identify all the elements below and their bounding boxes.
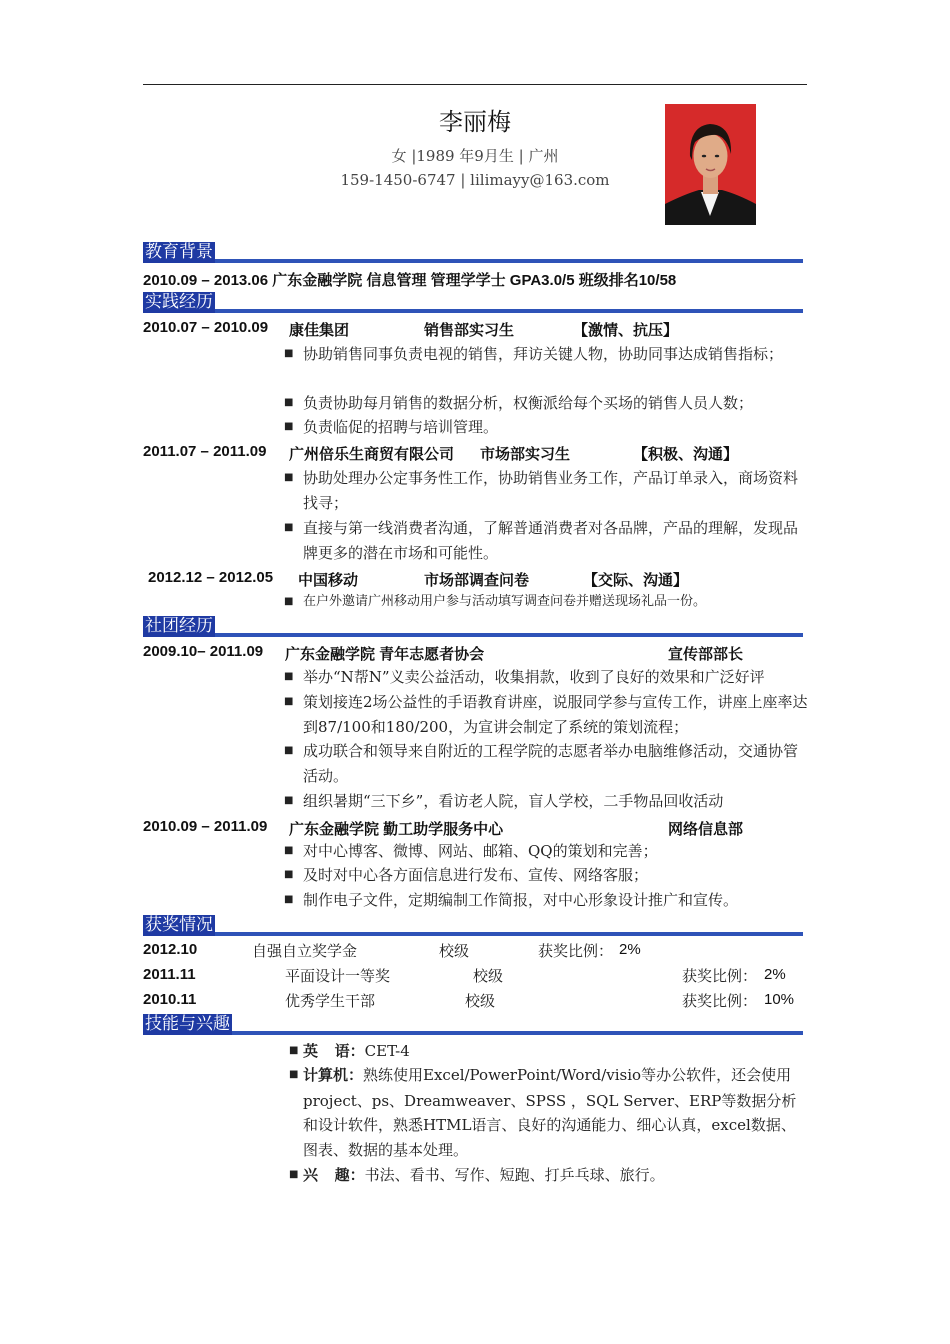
section-practice — [143, 292, 803, 316]
skill-text: 熟练使用Excel/PowerPoint/Word/visio等办公软件，还会使用project、ps、Dreamweaver、SPSS ，SQL Server、ERP等数据分析和设计软件，熟悉HTML语言、良好的沟通能力、细心认真，excel数据、图表、数据的基本处理。 — [303, 1066, 797, 1159]
skill-label: 英 语： — [303, 1043, 365, 1060]
entry-role: 销售部实习生 — [424, 322, 515, 339]
bullet-icon: ■ — [284, 421, 294, 432]
entry-role: 市场部实习生 — [480, 446, 571, 463]
entry-date: 2010.09 – 2011.09 — [143, 818, 268, 835]
profile-photo — [665, 104, 756, 225]
section-bar — [143, 932, 803, 936]
award-year: 2011.11 — [143, 966, 196, 983]
award-level: 校级 — [473, 967, 504, 985]
section-title: 教育背景 — [145, 242, 213, 262]
entry-role: 网络信息部 — [668, 821, 744, 838]
award-ratio: 2% — [619, 941, 641, 958]
bullet-icon: ■ — [289, 1169, 299, 1180]
bullet-icon: ■ — [284, 596, 294, 607]
top-divider — [143, 84, 807, 85]
resume-name: 李丽梅 — [439, 108, 511, 136]
entry-tag: 【积极、沟通】 — [633, 446, 739, 463]
entry-org: 康佳集团 — [289, 322, 350, 339]
award-ratio: 2% — [764, 966, 786, 983]
section-education — [143, 242, 803, 266]
bullet-icon: ■ — [284, 795, 294, 806]
personal-info-line: 女 |1989 年9月生 | 广州 — [391, 147, 559, 165]
skill-text: CET-4 — [364, 1042, 410, 1060]
bullet-icon: ■ — [284, 671, 294, 682]
section-title: 社团经历 — [145, 616, 213, 636]
bullet-icon: ■ — [284, 397, 294, 408]
entry-date: 2012.12 – 2012.05 — [148, 569, 274, 586]
entry-org: 广州倍乐生商贸有限公司 — [289, 446, 455, 463]
bullet-icon: ■ — [284, 869, 294, 880]
section-clubs — [143, 616, 803, 640]
award-year: 2010.11 — [143, 991, 197, 1008]
entry-role: 宣传部部长 — [668, 646, 744, 663]
entry-date: 2010.07 – 2010.09 — [143, 319, 269, 336]
bullet-icon: ■ — [284, 522, 294, 533]
bullet-icon: ■ — [284, 348, 294, 359]
entry-role: 市场部调查问卷 — [424, 572, 530, 589]
entry-org: 中国移动 — [298, 572, 359, 589]
entry-date: 2011.07 – 2011.09 — [143, 443, 267, 460]
section-bar — [143, 1031, 803, 1035]
award-year: 2012.10 — [143, 941, 198, 958]
bullet-icon: ■ — [284, 696, 294, 707]
skill-label: 计算机： — [303, 1067, 364, 1084]
award-ratio-label: 获奖比例： — [538, 942, 614, 960]
award-ratio: 10% — [764, 991, 795, 1008]
bullet-icon: ■ — [284, 894, 294, 905]
bullet-icon: ■ — [289, 1045, 299, 1056]
section-bar — [143, 633, 803, 637]
bullet-icon: ■ — [284, 472, 294, 483]
section-awards — [143, 915, 803, 939]
award-ratio-label: 获奖比例： — [682, 967, 758, 985]
section-bar — [143, 309, 803, 313]
entry-tag: 【交际、沟通】 — [583, 572, 689, 589]
skill-label: 兴 趣： — [303, 1167, 365, 1184]
award-level: 校级 — [439, 942, 470, 960]
entry-org: 广东金融学院 勤工助学服务中心 — [289, 821, 504, 838]
award-level: 校级 — [465, 992, 496, 1010]
bullet-icon: ■ — [284, 745, 294, 756]
entry-tag: 【激情、抗压】 — [573, 322, 679, 339]
award-name: 平面设计一等奖 — [285, 967, 391, 985]
entry-date: 2009.10– 2011.09 — [143, 643, 264, 660]
bullet-icon: ■ — [289, 1069, 299, 1080]
section-title: 实践经历 — [145, 292, 213, 312]
entry-org: 广东金融学院 青年志愿者协会 — [285, 646, 485, 663]
bullet-icon: ■ — [284, 845, 294, 856]
skill-text: 书法、看书、写作、短跑、打乒乓球、旅行。 — [364, 1166, 665, 1184]
section-bar — [143, 259, 803, 263]
award-name: 自强自立奖学金 — [252, 942, 358, 960]
award-name: 优秀学生干部 — [285, 992, 376, 1010]
section-title: 技能与兴趣 — [145, 1014, 230, 1034]
section-skills — [143, 1014, 803, 1038]
contact-info-line: 159-1450-6747 | lilimayy@163.com — [340, 171, 610, 189]
education-line: 2010.09 – 2013.06 广东金融学院 信息管理 管理学学士 GPA3.0/5 班级排名10/58 — [143, 272, 677, 289]
section-title: 获奖情况 — [145, 915, 213, 935]
award-ratio-label: 获奖比例： — [682, 992, 758, 1010]
